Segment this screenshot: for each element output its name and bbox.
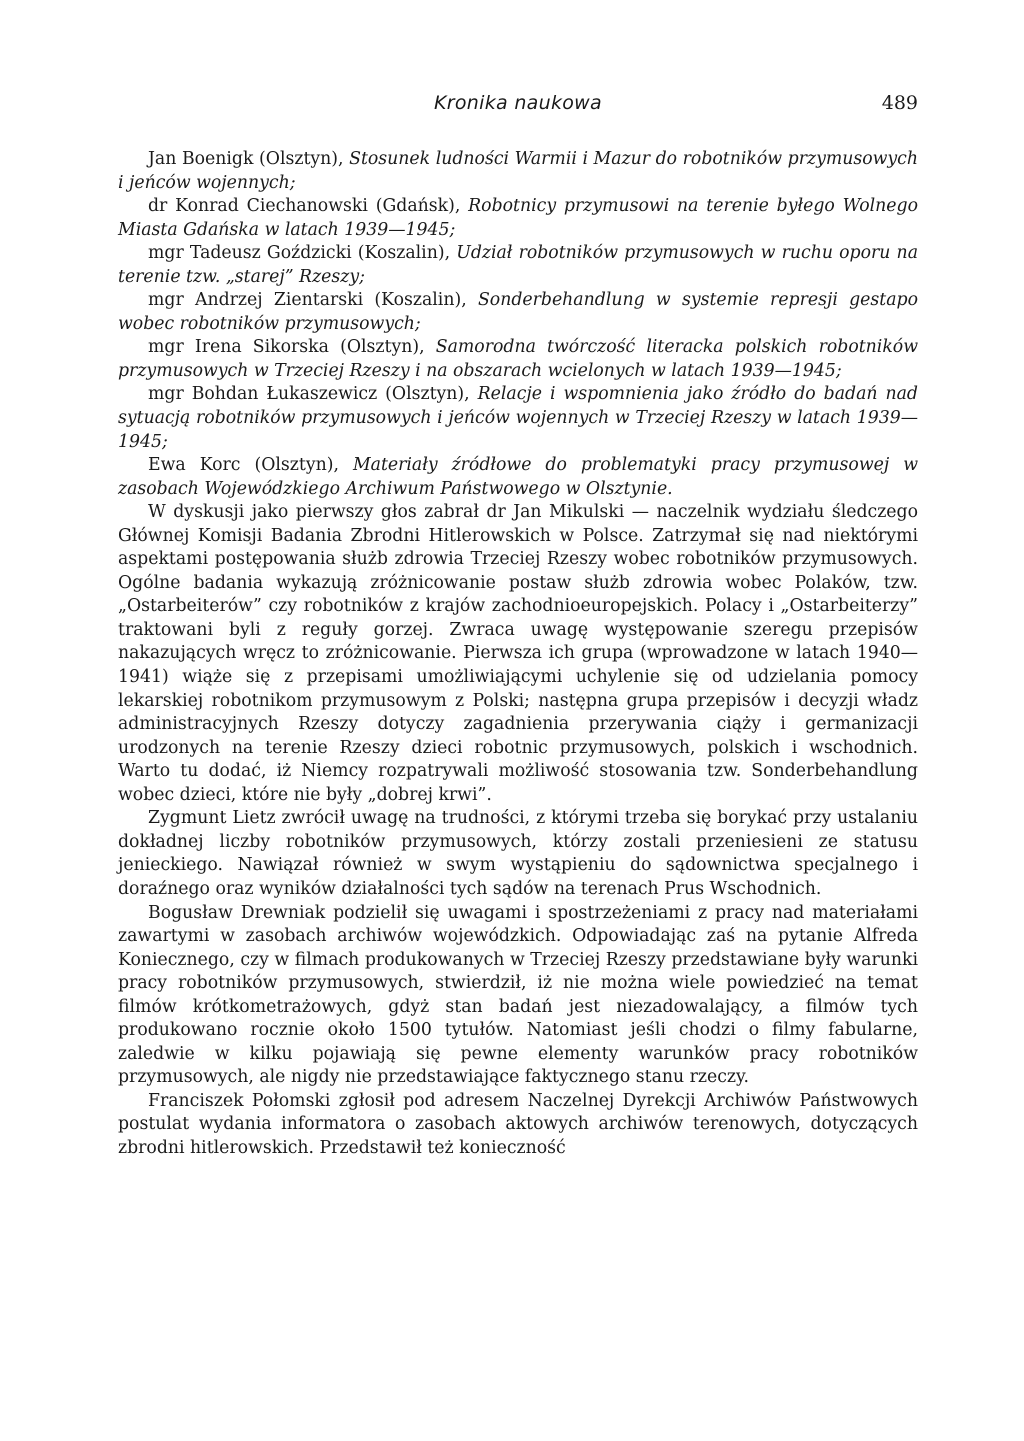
paper-title: Stosunek ludności Warmii i Mazur do robotników przymusowych i jeńców wojennych; bbox=[118, 149, 918, 193]
paper-entry bbox=[118, 454, 918, 501]
paper-entry bbox=[118, 383, 918, 454]
paper-title: Udział robotników przymusowych w ruchu oporu na terenie tzw. „starej” Rzeszy; bbox=[118, 243, 918, 287]
body-paragraph: Franciszek Połomski zgłosił pod adresem Naczelnej Dyrekcji Archiwów Państwowych postulat wydania informatora o zasobach aktowych archiwów terenowych, dotyczących zbrodni hitlerowskich. Przedstawił też konieczność bbox=[118, 1090, 918, 1158]
body-paragraph: W dyskusji jako pierwszy głos zabrał dr Jan Mikulski — naczelnik wydziału śledczego Głównej Komisji Badania Zbrodni Hitlerowskich w Polsce. Zatrzymał się nad niektórymi aspektami postępowania służb zdrowia Trzeciej Rzeszy wobec robotników przymusowych. Ogólne badania wykazują zróżnicowanie postaw służb zdrowia wobec Polaków, tzw. „Ostarbeiterów” czy robotników z krajów zachodnioeuropejskich. Polacy i „Ostarbeiterzy” traktowani byli z reguły gorzej. Zwraca uwagę występowanie szeregu przepisów nakazujących wręcz to zróżnicowanie. Pierwsza ich grupa (wprowadzone w latach 1940—1941) wiąże się z przepisami umożliwiającymi uchylenie się od udzielania pomocy lekarskiej robotnikom przymusowym z Polski; następna grupa przepisów i decyzji władz administracyjnych Rzeszy dotyczy zagadnienia przerywania ciąży i germanizacji urodzonych na terenie Rzeszy dzieci robotnic przymusowych, polskich i wschodnich. Warto tu dodać, iż Niemcy rozpatrywali możliwość stosowania tzw. Sonderbehandlung wobec dzieci, które nie były „dobrej krwi”. bbox=[118, 502, 918, 805]
paper-entry bbox=[118, 289, 918, 336]
paper-title: Samorodna twórczość literacka polskich robotników przymusowych w Trzeciej Rzeszy i na obszarach wcielonych w latach 1939—1945; bbox=[118, 337, 919, 381]
paper-entry bbox=[118, 242, 918, 289]
paper-entry bbox=[118, 195, 918, 242]
paper-entry bbox=[118, 336, 918, 383]
page-number: 489 bbox=[881, 92, 918, 114]
paper-author: mgr Andrzej Zientarski (Koszalin), bbox=[148, 290, 478, 311]
paper-author: mgr Bohdan Łukaszewicz (Olsztyn), bbox=[148, 384, 478, 405]
paper-author: mgr Irena Sikorska (Olsztyn), bbox=[148, 337, 436, 358]
paper-entry bbox=[118, 148, 918, 195]
body-text bbox=[118, 148, 918, 1161]
running-head bbox=[118, 92, 918, 120]
paper-title: Robotnicy przymusowi na terenie byłego Wolnego Miasta Gdańska w latach 1939—1945; bbox=[118, 196, 918, 240]
body-paragraph: Bogusław Drewniak podzielił się uwagami i spostrzeżeniami z pracy nad materiałami zawartymi w zasobach archiwów wojewódzkich. Odpowiadając zaś na pytanie Alfreda Koniecznego, czy w filmach produkowanych w Trzeciej Rzeszy przedstawiane były warunki pracy robotników przymusowych, stwierdził, iż nie można wiele powiedzieć na temat filmów krótkometrażowych, gdyż stan badań jest niezadowalający, a filmów tych produkowano rocznie około 1500 tytułów. Natomiast jeśli chodzi o filmy fabularne, zaledwie w kilku pojawiają się pewne elementy warunków pracy robotników przymusowych, ale nigdy nie przedstawiające faktycznego stanu rzeczy. bbox=[118, 902, 918, 1088]
paper-title: Relacje i wspomnienia jako źródło do badań nad sytuacją robotników przymusowych i jeńców wojennych w Trzeciej Rzeszy w latach 1939—1945; bbox=[118, 384, 918, 452]
paper-author: Jan Boenigk (Olsztyn), bbox=[148, 149, 350, 169]
paper-author: dr Konrad Ciechanowski (Gdańsk), bbox=[148, 196, 469, 217]
paper-author: Ewa Korc (Olsztyn), bbox=[148, 455, 353, 476]
paper-author: mgr Tadeusz Goździcki (Koszalin), bbox=[148, 243, 457, 264]
paper-title: Materiały źródłowe do problematyki pracy przymusowej w zasobach Wojewódzkiego Archiwum Państwowego w Olsztynie. bbox=[118, 455, 918, 499]
running-title: Kronika naukowa bbox=[434, 92, 602, 114]
body-paragraph: Zygmunt Lietz zwrócił uwagę na trudności, z którymi trzeba się borykać przy ustalaniu dokładnej liczby robotników przymusowych, którzy zostali przeniesieni ze statusu jenieckiego. Nawiązał również w swym wystąpieniu do sądownictwa specjalnego i doraźnego oraz wyników działalności tych sądów na terenach Prus Wschodnich. bbox=[118, 808, 918, 899]
paper-title: Sonderbehandlung w systemie represji gestapo wobec robotników przymusowych; bbox=[118, 290, 918, 334]
